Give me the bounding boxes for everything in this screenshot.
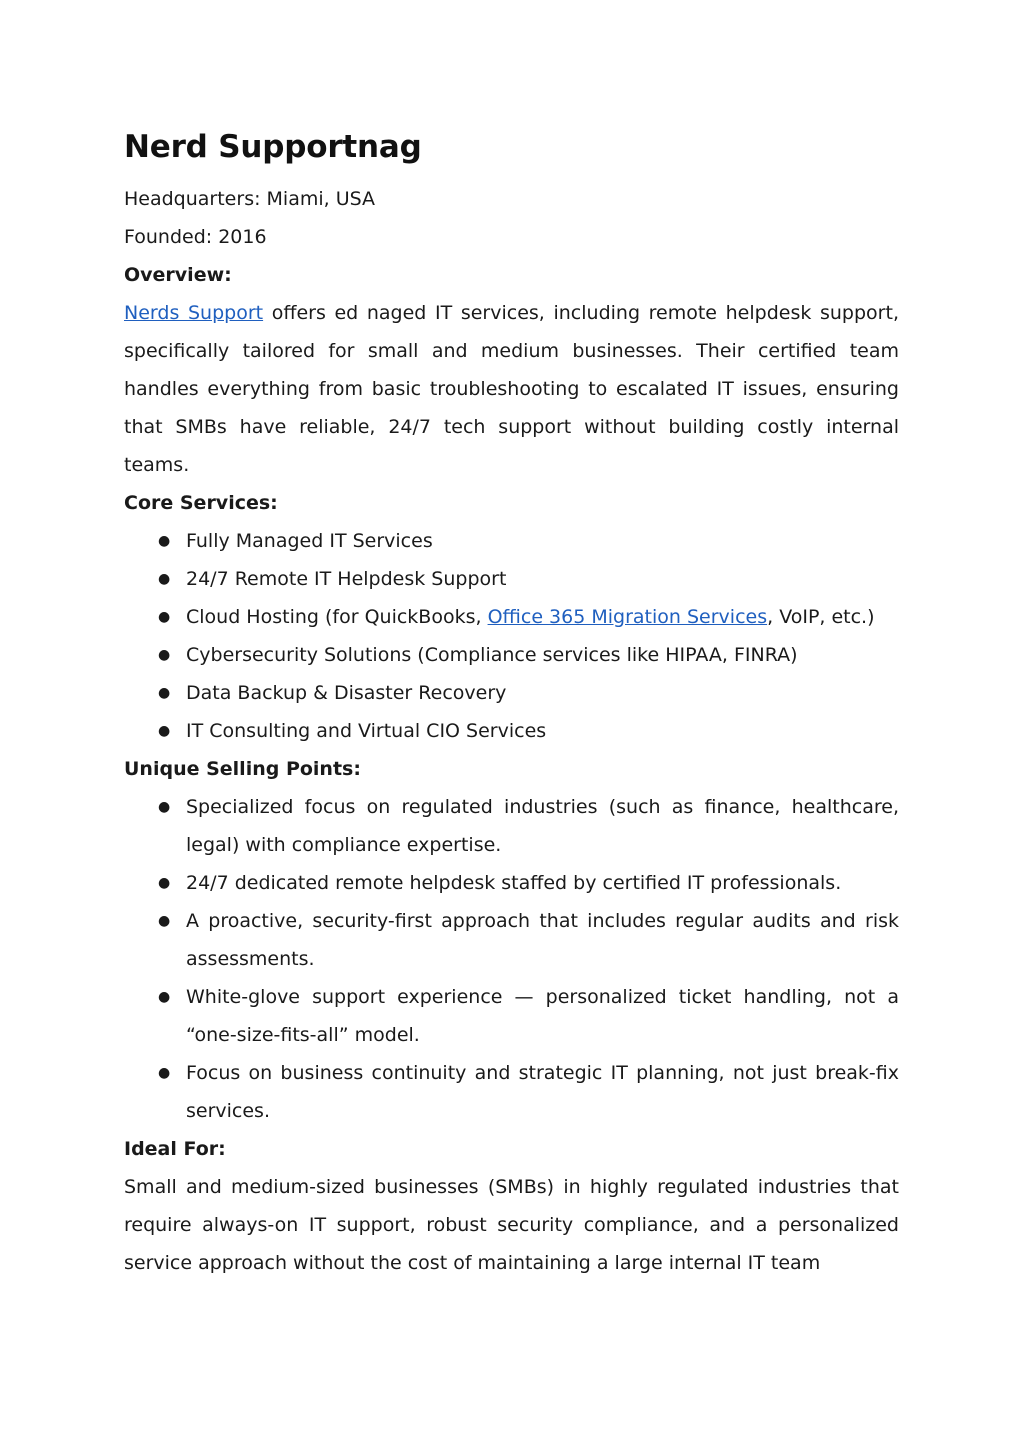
usp-list	[124, 788, 899, 1130]
bullet-icon: ●	[158, 685, 171, 701]
list-item: ● 24/7 Remote IT Helpdesk Support	[124, 560, 899, 598]
document-page	[124, 124, 899, 1282]
bullet-icon: ●	[158, 609, 171, 625]
headquarters-line: Headquarters: Miami, USA	[124, 188, 376, 210]
overview-text: offers ed naged IT services, including remote helpdesk support, specifically tailored for small and medium businesses. Their certified team handles everything from basic troubleshooting to escalated IT issues, ensuring that SMBs have reliable, 24/7 tech support without building costly internal teams.	[124, 302, 899, 476]
office-365-migration-link[interactable]: Office 365 Migration Services	[487, 606, 768, 628]
list-item: ● Cloud Hosting (for QuickBooks, Office 365 Migration Services, VoIP, etc.)	[124, 598, 899, 636]
bullet-icon: ●	[158, 723, 171, 739]
list-item: ● Cybersecurity Solutions (Compliance services like HIPAA, FINRA)	[124, 636, 899, 674]
list-item: ● 24/7 dedicated remote helpdesk staffed by certified IT professionals.	[124, 864, 899, 902]
bullet-icon: ●	[158, 647, 171, 663]
bullet-icon: ●	[158, 913, 171, 929]
bullet-icon: ●	[158, 571, 171, 587]
bullet-icon: ●	[158, 1065, 171, 1081]
list-item: ● Data Backup & Disaster Recovery	[124, 674, 899, 712]
list-item: ● Fully Managed IT Services	[124, 522, 899, 560]
bullet-icon: ●	[158, 875, 171, 891]
list-item: ● Specialized focus on regulated industries (such as finance, healthcare, legal) with compliance expertise.	[124, 788, 899, 864]
founded-line: Founded: 2016	[124, 226, 267, 248]
ideal-for-paragraph: Small and medium-sized businesses (SMBs) in highly regulated industries that require always-on IT support, robust security compliance, and a personalized service approach without the cost of maintaining a large internal IT team	[124, 1176, 899, 1274]
overview-paragraph	[124, 294, 899, 484]
page-title: Nerd Supportnag	[124, 129, 422, 165]
list-item: ● White-glove support experience — personalized ticket handling, not a “one-size-fits-all” model.	[124, 978, 899, 1054]
bullet-icon: ●	[158, 799, 171, 815]
usp-heading: Unique Selling Points:	[124, 758, 361, 780]
list-item: ● Focus on business continuity and strategic IT planning, not just break-fix services.	[124, 1054, 899, 1130]
core-services-list	[124, 522, 899, 750]
bullet-icon: ●	[158, 533, 171, 549]
overview-heading: Overview:	[124, 264, 232, 286]
core-services-heading: Core Services:	[124, 492, 278, 514]
bullet-icon: ●	[158, 989, 171, 1005]
list-item: ● A proactive, security-first approach that includes regular audits and risk assessments.	[124, 902, 899, 978]
list-item: ● IT Consulting and Virtual CIO Services	[124, 712, 899, 750]
ideal-for-heading: Ideal For:	[124, 1138, 226, 1160]
nerds-support-link[interactable]: Nerds Support	[124, 302, 264, 324]
